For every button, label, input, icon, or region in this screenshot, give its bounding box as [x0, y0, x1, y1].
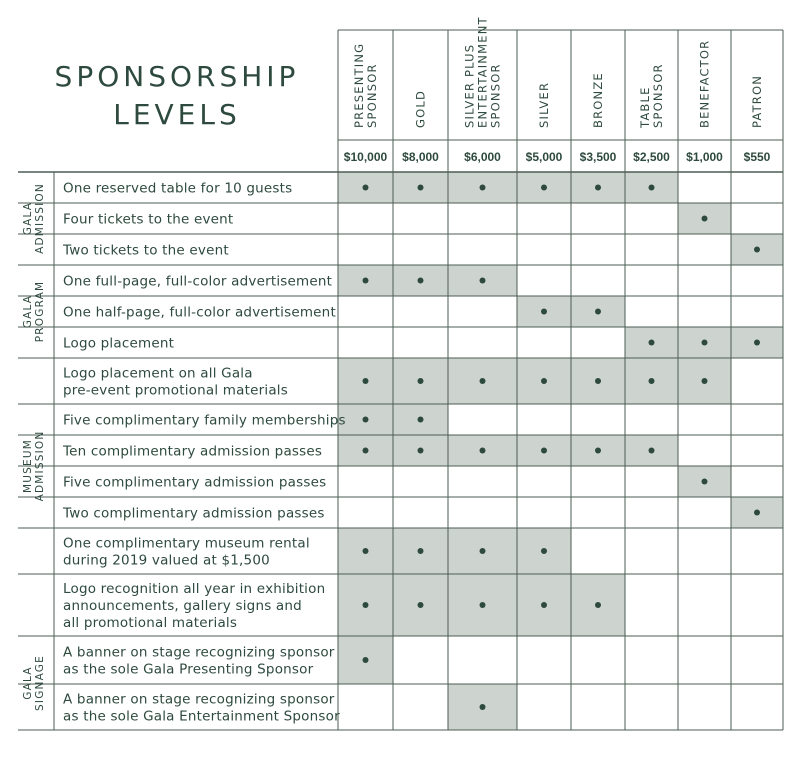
included-dot	[595, 378, 601, 384]
title-line-1: SPONSORSHIP	[54, 60, 300, 93]
included-dot	[702, 340, 708, 346]
included-dot	[702, 216, 708, 222]
included-dot	[649, 185, 655, 191]
included-dot	[363, 657, 369, 663]
included-dot	[418, 602, 424, 608]
included-dot	[480, 185, 486, 191]
level-price-label: $3,500	[579, 150, 617, 164]
group-label: ADMISSION	[34, 430, 46, 502]
included-dot	[363, 417, 369, 423]
included-dot	[541, 185, 547, 191]
level-name-label: ENTERTAINMENT	[475, 16, 490, 128]
included-dot	[480, 548, 486, 554]
level-name-label: BRONZE	[591, 72, 605, 128]
level-name-label: TABLE	[638, 86, 652, 128]
benefit-label: as the sole Gala Presenting Sponsor	[63, 661, 314, 678]
included-dot	[418, 378, 424, 384]
included-dot	[541, 602, 547, 608]
included-dot	[418, 548, 424, 554]
benefit-label: One reserved table for 10 guests	[63, 180, 293, 197]
included-dot	[363, 448, 369, 454]
level-name-label: GOLD	[413, 89, 428, 128]
benefit-label: Logo placement	[63, 335, 175, 352]
included-dot	[363, 378, 369, 384]
benefit-label: One complimentary museum rental	[63, 535, 310, 552]
included-dot	[418, 185, 424, 191]
title-line-2: LEVELS	[113, 98, 241, 131]
included-dot	[595, 185, 601, 191]
level-name-label: BENEFACTOR	[697, 39, 712, 128]
included-dot	[754, 510, 760, 516]
included-dot	[541, 448, 547, 454]
included-dot	[754, 340, 760, 346]
level-name-label: SPONSOR	[651, 63, 665, 128]
benefit-label: Logo recognition all year in exhibition	[63, 581, 326, 597]
group-label: GALA	[22, 201, 34, 236]
included-dot	[595, 448, 601, 454]
benefit-label: all promotional materials	[63, 615, 238, 631]
level-name-label: PRESENTING	[352, 42, 366, 128]
benefit-label: A banner on stage recognizing sponsor	[63, 691, 335, 708]
benefit-label: pre-event promotional materials	[63, 382, 288, 399]
included-dot	[363, 602, 369, 608]
included-dot	[480, 602, 486, 608]
included-dot	[480, 704, 486, 710]
group-label: GALA	[22, 666, 34, 700]
benefit-label: Four tickets to the event	[63, 211, 234, 228]
included-dot	[702, 378, 708, 384]
level-price-label: $2,500	[633, 150, 670, 164]
included-dot	[649, 448, 655, 454]
level-name-label: SILVER PLUS	[462, 43, 477, 128]
included-dot	[480, 378, 486, 384]
group-label: GALA	[22, 294, 34, 329]
level-price-label: $1,000	[686, 150, 723, 164]
included-dot	[418, 278, 424, 284]
benefit-label: Ten complimentary admission passes	[63, 443, 323, 460]
included-dot	[363, 185, 369, 191]
included-dot	[754, 247, 760, 253]
benefit-label: as the sole Gala Entertainment Sponsor	[63, 708, 340, 725]
group-label: PROGRAM	[34, 280, 46, 343]
included-dot	[363, 548, 369, 554]
level-name-label: SPONSOR	[365, 63, 379, 128]
benefit-label: A banner on stage recognizing sponsor	[63, 644, 335, 661]
included-dot	[649, 378, 655, 384]
benefit-label: One full-page, full-color advertisement	[63, 273, 333, 290]
level-price-label: $6,000	[464, 150, 501, 164]
level-name-label: PATRON	[750, 74, 764, 128]
included-dot	[418, 448, 424, 454]
benefit-label: Two complimentary admission passes	[63, 505, 325, 522]
group-label: MUSEUM	[22, 439, 34, 493]
included-dot	[541, 309, 547, 315]
benefit-label: Five complimentary family memberships	[63, 412, 346, 429]
included-dot	[363, 278, 369, 284]
benefit-label: Logo placement on all Gala	[63, 365, 253, 382]
benefit-label: during 2019 valued at $1,500	[63, 552, 270, 569]
level-price-label: $550	[743, 150, 771, 164]
level-price-label: $10,000	[343, 150, 388, 164]
included-dot	[649, 340, 655, 346]
benefit-label: Five complimentary admission passes	[63, 474, 327, 491]
included-dot	[541, 378, 547, 384]
included-dot	[595, 602, 601, 608]
included-dot	[541, 548, 547, 554]
level-price-label: $8,000	[402, 150, 439, 164]
included-dot	[418, 417, 424, 423]
benefit-label: One half-page, full-color advertisement	[63, 304, 336, 321]
included-dot	[595, 309, 601, 315]
included-dot	[480, 278, 486, 284]
included-dot	[480, 448, 486, 454]
group-label: ADMISSION	[34, 183, 46, 254]
benefit-label: announcements, gallery signs and	[63, 598, 302, 614]
group-label: SIGNAGE	[34, 655, 46, 711]
benefit-label: Two tickets to the event	[63, 242, 229, 259]
level-name-label: SILVER	[537, 81, 551, 128]
included-dot	[702, 479, 708, 485]
level-price-label: $5,000	[525, 150, 563, 164]
level-name-label: SPONSOR	[488, 63, 503, 128]
